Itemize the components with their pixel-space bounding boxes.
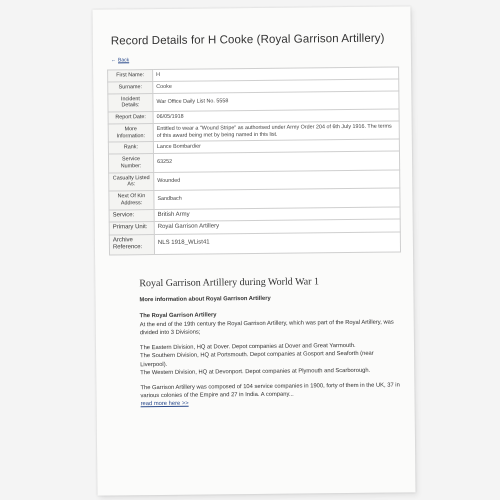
row-value: British Army [154,206,400,221]
back-arrow-icon: ← [110,57,117,64]
row-label: Casualty Listed As: [109,172,154,191]
row-label: Report Date: [108,112,153,124]
row-label: Primary Unit: [109,222,154,235]
row-label: More Information: [108,123,153,142]
row-label: Service: [109,209,154,222]
row-label: Next Of Kin Address: [109,191,154,210]
row-value: War Office Daily List No. 5558 [153,90,399,111]
row-label: Surname: [108,81,153,93]
unit-info-subheading: More information about Royal Garrison Artillery [139,296,271,304]
row-label: Incident Details: [108,93,153,112]
printed-page [92,6,415,495]
row-value: H [153,67,399,81]
division-southern: The Southern Division, HQ at Portsmouth. Depot companies at Gosport and Seaforth (near Liverpool). [140,351,374,368]
row-value: Cooke [153,79,399,93]
table-row [109,231,400,254]
unit-info-heading: Royal Garrison Artillery during World War 1 [139,276,320,290]
row-label: Rank: [108,142,153,154]
division-eastern: The Eastern Division, HQ at Dover. Depot companies at Dover and Great Yarmouth. [139,343,356,352]
row-label: First Name: [108,70,153,82]
division-western: The Western Division, HQ at Devonport. Depot companies at Plymouth and Scarborough. [140,367,371,376]
back-link-label: Back [117,57,130,64]
row-value: Entitled to wear a "Wound Stripe" as authorised under Army Order 204 of 6th July 1916. The terms of this award being met by being named in this list. [153,121,399,142]
row-value: NLS 1918_WList41 [154,231,400,254]
row-value: Lance Bombardier [153,139,399,153]
intro-paragraph: At the end of the 19th century the Royal Garrison Artillery, which was part of the Royal Artillery, was divided into 3 Divisions; [139,319,394,337]
back-link[interactable] [111,57,129,63]
record-details-table [107,66,401,255]
summary-paragraph: The Garrison Artillery was composed of 104 service companies in 1900, forty of them in the UK, 37 in various colonies of the Empire and 27 in India. A company... [140,382,400,400]
unit-info-section [139,274,402,408]
row-value: 06/05/1918 [153,109,399,123]
read-more-link[interactable]: read more here >> [140,401,189,408]
row-label: Archive Reference: [109,234,154,254]
row-value: 63252 [153,151,399,172]
section-title: The Royal Garrison Artillery [139,312,217,320]
row-value: Sandbach [154,188,400,209]
row-value: Wounded [154,169,400,190]
page-title: Record Details for H Cooke (Royal Garrison Artillery) [110,32,385,48]
row-value: Royal Garrison Artillery [154,219,400,234]
row-label: Service Number: [108,154,153,173]
